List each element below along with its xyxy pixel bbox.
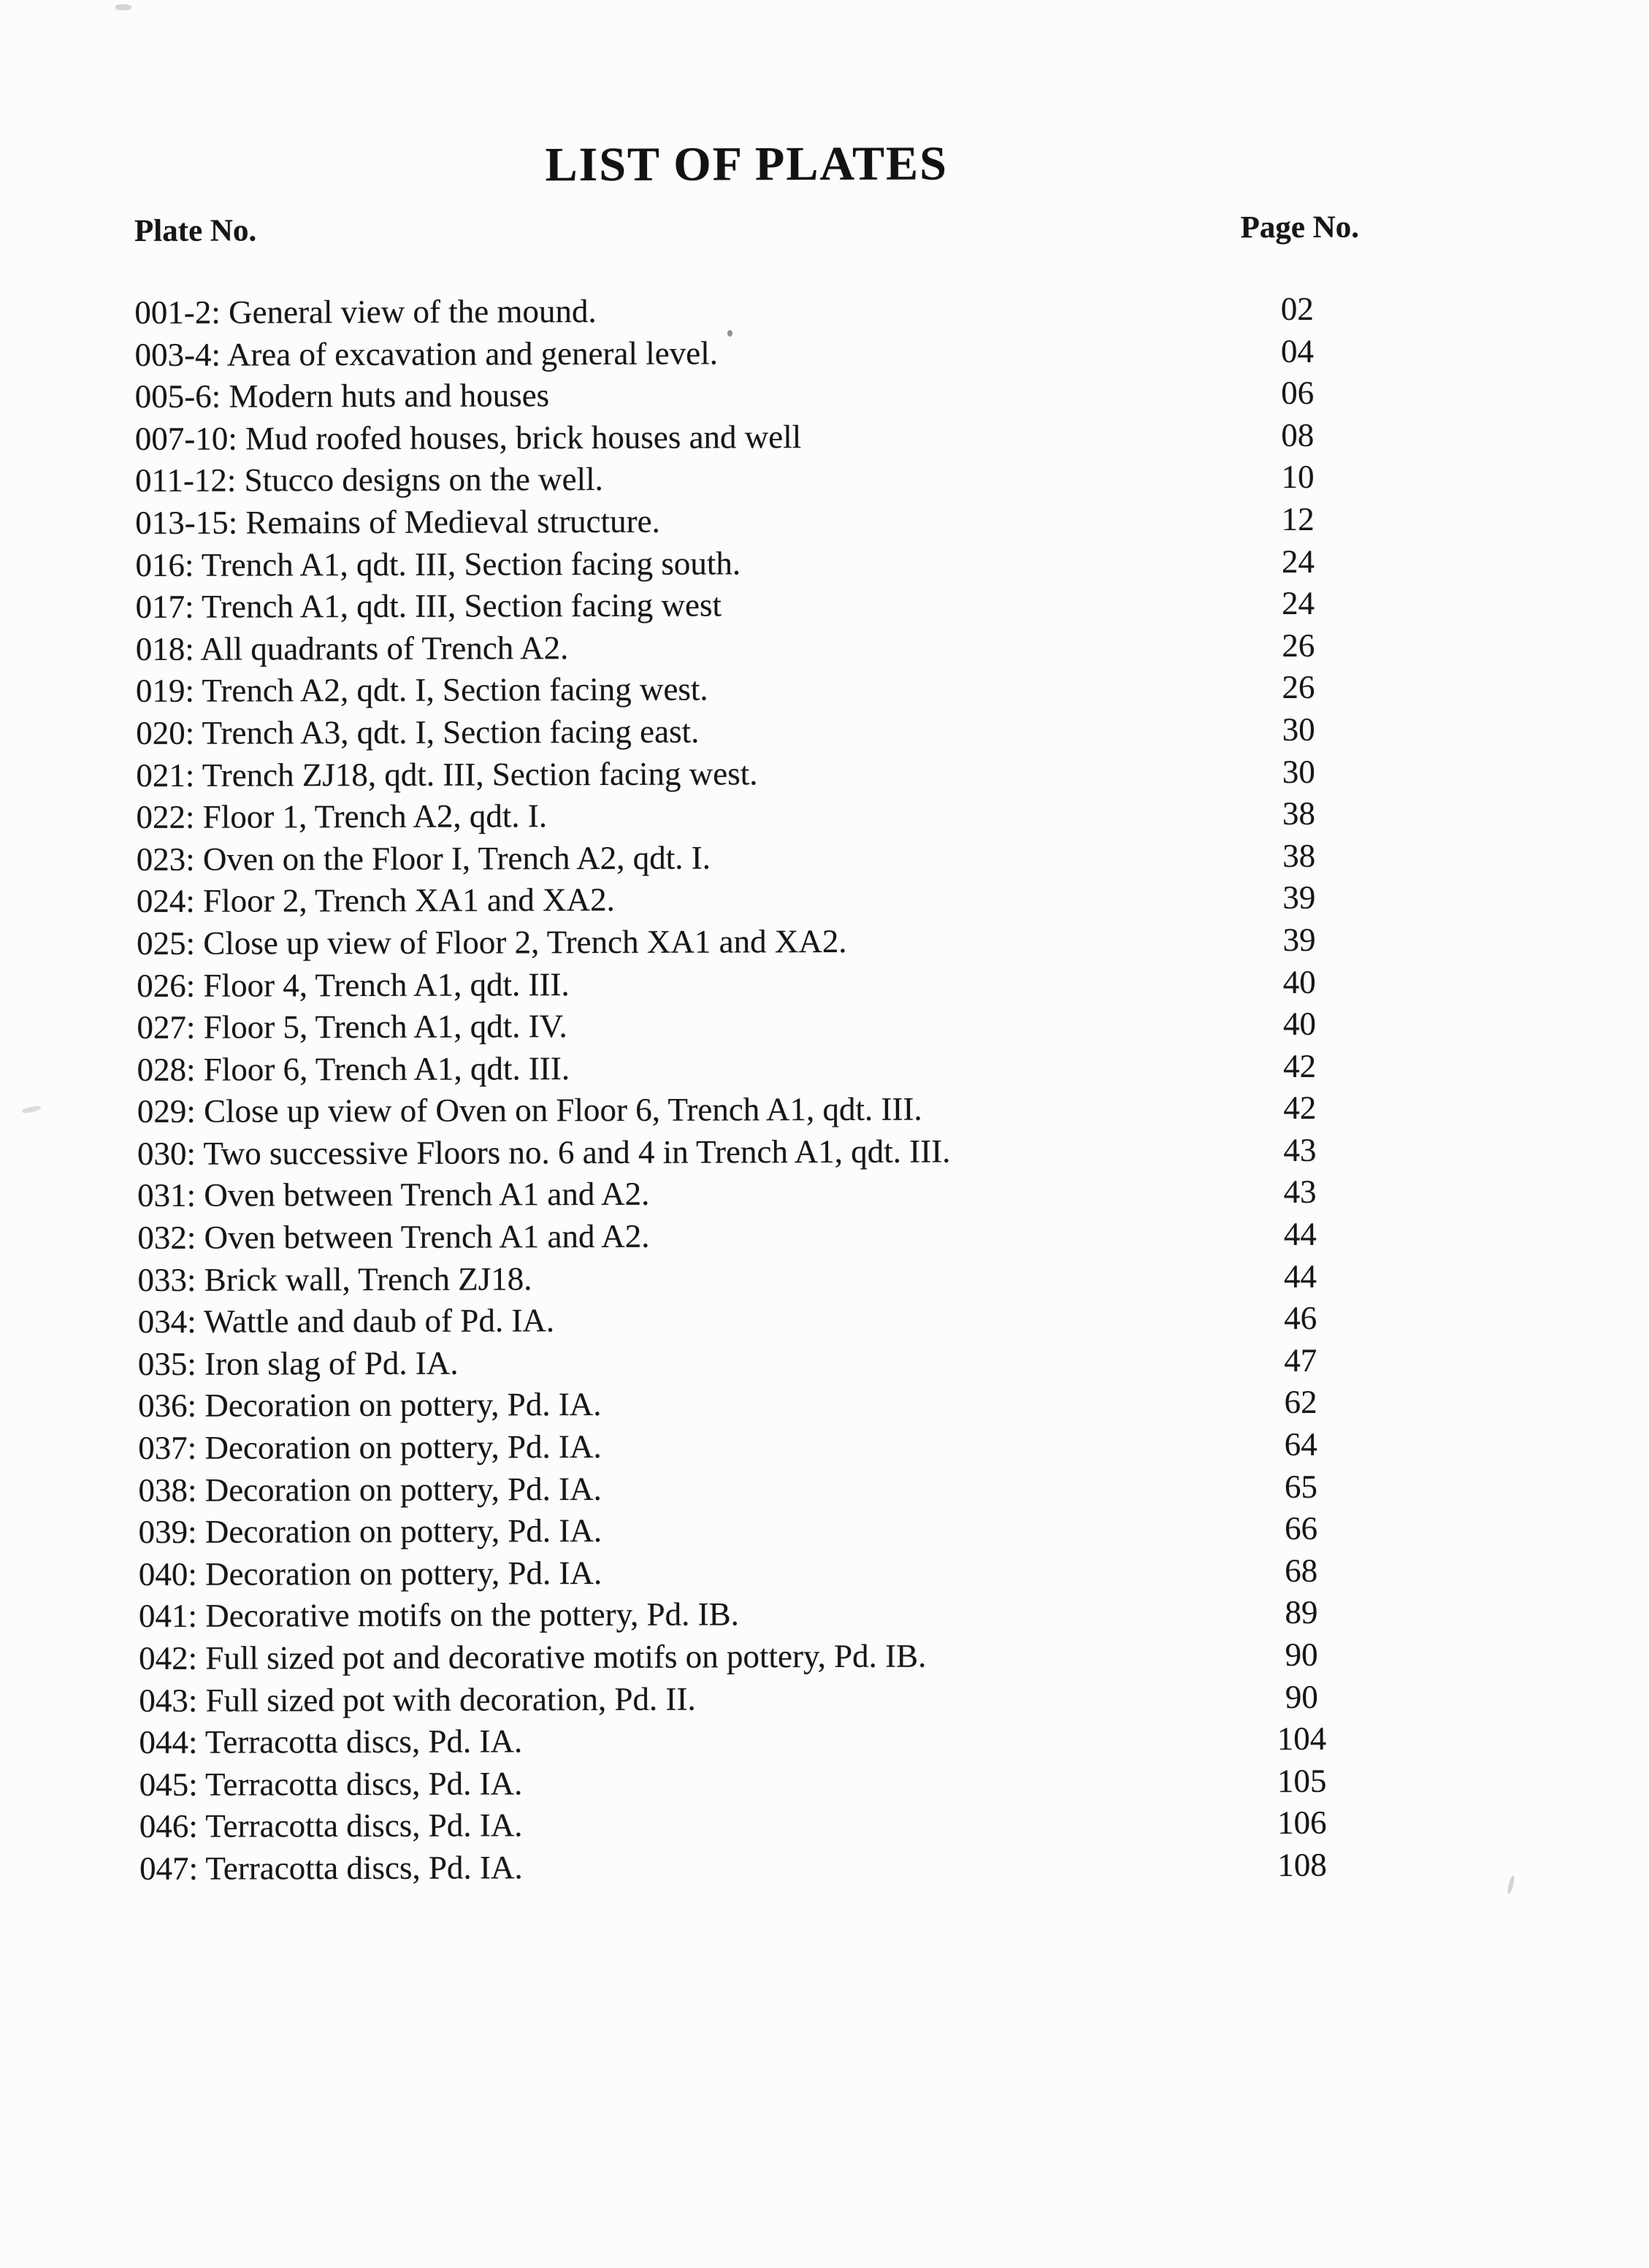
plate-row [136, 583, 1361, 629]
plate-page-number: 24 [1282, 585, 1315, 622]
plate-row [135, 540, 1360, 586]
plate-caption: 013-15: Remains of Medieval structure. [135, 502, 660, 541]
plate-page-number: 43 [1283, 1131, 1317, 1168]
plate-row [135, 414, 1360, 460]
plate-row [137, 1130, 1362, 1176]
plate-caption: 024: Floor 2, Trench XA1 and XA2. [136, 881, 615, 920]
plate-caption: 028: Floor 6, Trench A1, qdt. III. [137, 1049, 570, 1088]
plate-row [138, 1340, 1363, 1386]
plate-page-number: 26 [1282, 669, 1315, 706]
plate-page-number: 64 [1284, 1425, 1317, 1463]
plate-row [138, 1466, 1363, 1512]
plate-caption: 019: Trench A2, qdt. I, Section facing west. [135, 670, 708, 710]
plate-caption: 017: Trench A1, qdt. III, Section facing west [135, 586, 722, 626]
plate-row [137, 877, 1361, 923]
plate-row [138, 1508, 1363, 1554]
plate-row [138, 1424, 1363, 1470]
plate-page-number: 39 [1282, 921, 1316, 958]
plate-caption: 005-6: Modern huts and houses [134, 377, 550, 415]
plate-row [135, 456, 1360, 502]
plate-row [137, 835, 1361, 881]
plate-caption: 003-4: Area of excavation and general level. [134, 334, 719, 373]
plate-page-number: 47 [1284, 1341, 1317, 1379]
plate-page-number: 38 [1282, 837, 1316, 874]
plate-caption: 042: Full sized pot and decorative motifs on pottery, Pd. IB. [139, 1637, 927, 1677]
plate-page-number: 08 [1281, 416, 1315, 453]
plate-page-number: 24 [1281, 543, 1315, 580]
plate-page-number: 89 [1285, 1594, 1318, 1631]
plate-row [139, 1802, 1364, 1848]
plate-page-number: 39 [1282, 879, 1316, 916]
plate-page-number: 26 [1282, 627, 1315, 664]
plate-page-number: 106 [1277, 1804, 1327, 1842]
plate-caption: 047: Terracotta discs, Pd. IA. [139, 1849, 523, 1887]
plate-page-number: 38 [1282, 795, 1316, 832]
plate-page-number: 46 [1284, 1300, 1317, 1337]
plate-row [137, 1255, 1362, 1301]
plate-caption: 029: Close up view of Oven on Floor 6, Trench A1, qdt. III. [137, 1090, 922, 1130]
plate-row [137, 919, 1361, 965]
scan-speck [727, 330, 732, 337]
plate-row [136, 793, 1361, 839]
plate-caption: 036: Decoration on pottery, Pd. IA. [137, 1386, 602, 1425]
plate-caption: 039: Decoration on pottery, Pd. IA. [138, 1512, 602, 1551]
plate-page-number: 06 [1281, 375, 1315, 412]
plate-row [139, 1760, 1364, 1806]
plate-row [134, 330, 1359, 376]
plate-page-number: 04 [1280, 332, 1315, 369]
plate-caption: 046: Terracotta discs, Pd. IA. [139, 1807, 523, 1845]
plate-page-number: 104 [1277, 1720, 1327, 1758]
plate-page-number: 42 [1283, 1047, 1317, 1084]
plate-row [137, 961, 1361, 1007]
plate-page-number: 10 [1281, 459, 1315, 496]
plate-row [139, 1592, 1363, 1638]
plate-caption: 016: Trench A1, qdt. III, Section facing south. [135, 544, 741, 583]
plate-caption: 033: Brick wall, Trench ZJ18. [137, 1260, 532, 1298]
plate-row [139, 1718, 1363, 1764]
plate-caption: 023: Oven on the Floor I, Trench A2, qdt. I. [136, 839, 711, 878]
plate-row [137, 1171, 1362, 1217]
plate-page-number: 40 [1282, 963, 1316, 1000]
plate-list [134, 288, 1364, 1890]
plate-page-number: 40 [1282, 1005, 1316, 1043]
plate-row [138, 1382, 1363, 1428]
plate-caption: 040: Decoration on pottery, Pd. IA. [138, 1554, 602, 1593]
plate-caption: 018: All quadrants of Trench A2. [135, 629, 569, 667]
plate-caption: 031: Oven between Trench A1 and A2. [137, 1176, 650, 1214]
plate-caption: 038: Decoration on pottery, Pd. IA. [138, 1470, 602, 1509]
column-headers [134, 212, 1359, 247]
plate-row [135, 499, 1360, 545]
plate-page-number: 30 [1282, 753, 1315, 790]
plate-row [139, 1550, 1363, 1596]
plate-row [136, 667, 1361, 713]
plate-row [139, 1634, 1363, 1680]
plate-row [136, 709, 1361, 755]
plate-page-number: 65 [1284, 1468, 1317, 1505]
plate-page-number: 68 [1285, 1552, 1318, 1589]
column-header-plate-no: Plate No. [134, 213, 257, 248]
plate-row [137, 1087, 1362, 1133]
plate-caption: 022: Floor 1, Trench A2, qdt. I. [136, 797, 548, 836]
plate-page-number: 44 [1283, 1257, 1317, 1295]
plate-page-number: 62 [1284, 1384, 1317, 1421]
page-title: LIST OF PLATES [545, 137, 948, 192]
plate-row [139, 1844, 1364, 1890]
plate-page-number: 90 [1285, 1678, 1318, 1715]
plate-caption: 034: Wattle and daub of Pd. IA. [137, 1302, 555, 1341]
plate-caption: 027: Floor 5, Trench A1, qdt. IV. [137, 1008, 567, 1046]
plate-row [138, 1298, 1363, 1344]
plate-page-number: 105 [1277, 1762, 1327, 1799]
column-header-page-no: Page No. [1240, 210, 1360, 245]
plate-caption: 037: Decoration on pottery, Pd. IA. [138, 1428, 602, 1466]
plate-caption: 001-2: General view of the mound. [134, 292, 597, 331]
plate-caption: 007-10: Mud roofed houses, brick houses and well [134, 418, 802, 457]
plate-row [135, 372, 1360, 418]
plate-caption: 011-12: Stucco designs on the well. [134, 461, 603, 499]
plate-page-number: 66 [1285, 1510, 1318, 1547]
plate-caption: 021: Trench ZJ18, qdt. III, Section facing west. [136, 754, 758, 794]
plate-caption: 045: Terracotta discs, Pd. IA. [139, 1765, 523, 1803]
scan-speck [115, 4, 131, 10]
plate-page-number: 02 [1280, 290, 1314, 328]
plate-page-number: 44 [1283, 1215, 1317, 1253]
plate-row [137, 1214, 1362, 1260]
plate-page-number: 42 [1283, 1089, 1317, 1127]
plate-caption: 025: Close up view of Floor 2, Trench XA1 and XA2. [136, 922, 847, 962]
plate-row [137, 1045, 1362, 1091]
plate-caption: 035: Iron slag of Pd. IA. [137, 1344, 459, 1382]
plate-page-number: 43 [1283, 1173, 1317, 1211]
plate-page-number: 12 [1281, 500, 1315, 538]
plate-page-number: 90 [1285, 1636, 1318, 1674]
plate-caption: 026: Floor 4, Trench A1, qdt. III. [137, 965, 570, 1004]
plate-page-number: 30 [1282, 710, 1315, 748]
plate-row [136, 751, 1361, 797]
plate-row [137, 1003, 1361, 1049]
plate-row [136, 624, 1361, 670]
plate-caption: 030: Two successive Floors no. 6 and 4 in Trench A1, qdt. III. [137, 1133, 951, 1172]
plate-caption: 032: Oven between Trench A1 and A2. [137, 1217, 650, 1257]
plate-caption: 044: Terracotta discs, Pd. IA. [139, 1723, 523, 1761]
plate-caption: 020: Trench A3, qdt. I, Section facing east. [136, 713, 700, 751]
plate-row [139, 1676, 1363, 1722]
plate-row [134, 288, 1359, 334]
plate-caption: 041: Decorative motifs on the pottery, Pd. IB. [138, 1595, 739, 1635]
plate-page-number: 108 [1277, 1846, 1327, 1884]
plate-caption: 043: Full sized pot with decoration, Pd. II. [139, 1680, 696, 1719]
